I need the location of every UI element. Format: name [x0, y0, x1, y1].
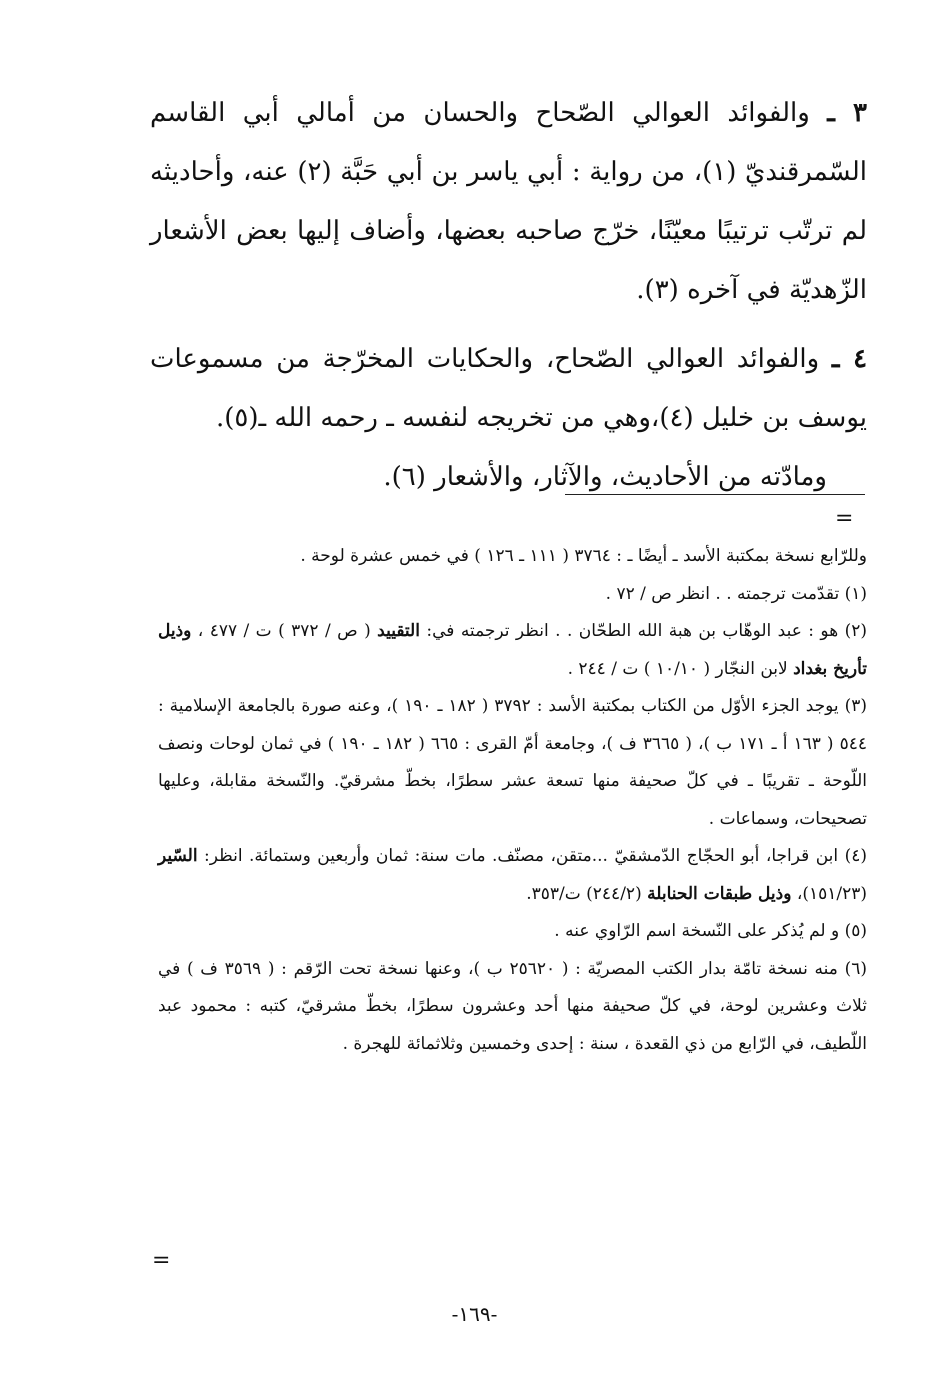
footnote-2-title-1: التقييد — [377, 621, 420, 641]
footnote-carryover: وللرّابع نسخة بمكتبة الأسد ـ أيضًا ـ : ٣٧٦٤ ( ١١١ ـ ١٢٦ ) في خمس عشرة لوحة . — [300, 546, 867, 566]
footnote-2 — [158, 613, 867, 688]
footnote-4-part-b: (١٥١/٢٣)، — [791, 883, 867, 904]
footnote-2-title-2: وذيل تأريخ بغداد — [158, 621, 867, 679]
footnote-4-title-2: وذيل طبقات الحنابلة — [647, 883, 792, 904]
footnote-separator — [565, 494, 865, 495]
page-number: -١٦٩- — [451, 1302, 498, 1326]
footnote-3: (٣) يوجد الجزء الأوّل من الكتاب بمكتبة الأسد : ٣٧٩٢ ( ١٨٢ ـ ١٩٠ )، وعنه صورة بالجامعة الإسلامية : ٥٤٤ ( ١٦٣ أ ـ ١٧١ ب )، ( ٣٦٦٥ ف )، وجامعة أمّ القرى : ٦٦٥ ( ١٨٢ ـ ١٩٠ ) في ثمان لوحات ونصف اللّوحة ـ تقريبًا ـ في كلّ صحيفة منها تسعة عشر سطرًا، بخطّ مشرقيّ. والنّسخة مقابلة، وعليها تصحيحات، وسماعات . — [158, 696, 867, 829]
item-4-number: ٤ ـ — [831, 344, 868, 374]
footnote-2-part-c: لابن النجّار ( ١٠/١٠ ) ت / ٢٤٤ . — [567, 658, 794, 679]
footnote-2-part-b: ( ص / ٣٧٢ ) ت / ٤٧٧ ، — [191, 621, 378, 641]
footnote-2-part-a: (٢) هو : عبد الوهّاب بن هبة الله الطحّان . . انظر ترجمته في: — [419, 621, 868, 641]
main-text — [150, 84, 867, 507]
footnote-1: (١) تقدّمت ترجمته . . انظر ص / ٧٢ . — [605, 583, 867, 604]
footnote-4-part-c: (٢٤٤/٢) ت/٣٥٣. — [526, 883, 648, 904]
footnote-5: (٥) و لم يُذكر على النّسخة اسم الرّاوي عنه . — [554, 921, 867, 941]
item-3-text: والفوائد العوالي الصّحاح والحسان من أمالي أبي القاسم السّمرقنديّ (١)، من رواية : أبي ياسر بن أبي حَبَّة (٢) عنه، وأحاديثه لم ترتّب ترتيبًا معيّنًا، خرّج صاحبه بعضها، وأضاف إليها بعض الأشعار الزّهديّة في آخره (٣). — [150, 98, 867, 305]
item-3-paragraph — [150, 84, 867, 320]
footnote-6: (٦) منه نسخة تامّة بدار الكتب المصريّة : ( ٢٥٦٢٠ ب )، وعنها نسخة تحت الرّقم : ( ٣٥٦٩ ف ) في ثلاث وعشرين لوحة، في كلّ صحيفة منها أحد وعشرون سطرًا، بخطّ مشرقيّ، كتبه : محمود عبد اللّطيف، في الرّابع من ذي القعدة ، سنة : إحدى وخمسين وثلاثمائة للهجرة . — [158, 958, 867, 1054]
continuation-mark-bottom: = — [152, 1248, 171, 1273]
footnote-4 — [158, 838, 867, 913]
item-4-paragraph — [150, 330, 867, 507]
item-4-text: والفوائد العوالي الصّحاح، والحكايات المخرّجة من مسموعات يوسف بن خليل (٤)،وهي من تخريجه لنفسه ـ رحمه الله ـ(٥). — [150, 344, 867, 433]
item-4-continuation: ومادّته من الأحاديث، والآثار، والأشعار (٦). — [383, 462, 827, 492]
continuation-mark-top: = — [835, 506, 854, 531]
footnote-4-part-a: (٤) ابن قراجا، أبو الحجّاج الدّمشقيّ ...متقن، مصنّف. مات سنة: ثمان وأربعين وستمائة. انظر: — [197, 846, 867, 866]
item-3-number: ٣ ـ — [827, 98, 868, 128]
footnote-4-title-1: السّير — [158, 846, 198, 866]
footnotes — [158, 538, 867, 1063]
